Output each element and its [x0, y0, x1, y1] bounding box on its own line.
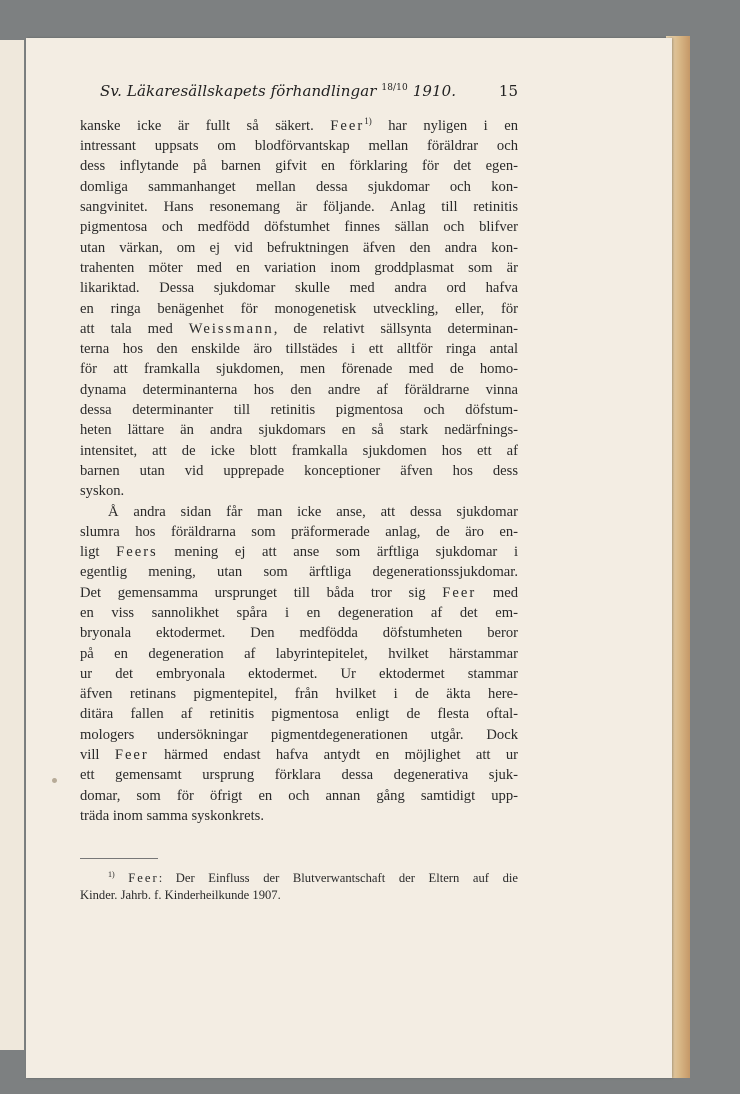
text-line: sangvinitet. Hans resonemang är följande. Anlag till retinitis	[80, 199, 518, 216]
text-line: för att framkalla sjukdomen, men förenade med de homo-	[80, 361, 518, 378]
text-line: ur det embryonala ektodermet. Ur ektodermet stammar	[80, 665, 518, 682]
footnote-line: Kinder. Jahrb. f. Kinderheilkunde 1907.	[80, 888, 281, 903]
text-line: Det gemensamma ursprunget till båda tror sig Feer med	[80, 584, 518, 601]
text-line: en ringa benägenhet för monogenetisk utveckling, eller, för	[80, 300, 518, 317]
text-line: en viss sannolikhet spåra i en degeneration af det em-	[80, 604, 518, 621]
text-line: pigmentosa och medfödd döfstumhet finnes sällan och blifver	[80, 219, 518, 236]
text-line: dynama determinanterna hos den andre af föräldrarne vinna	[80, 381, 518, 398]
body-text	[80, 111, 518, 826]
text-line: domar, som för öfrigt en och annan gång samtidigt upp-	[80, 787, 518, 804]
running-header	[80, 80, 518, 102]
text-line: mologers undersökningar pigmentdegenerationen utgår. Dock	[80, 726, 518, 743]
text-line: egentlig mening, utan som ärftliga degenerationssjukdomar.	[80, 564, 518, 581]
text-line: dessa determinanter till retinitis pigmentosa och döfstum-	[80, 402, 518, 419]
text-line: träda inom samma syskonkrets.	[80, 807, 265, 824]
text-line: vill Feer härmed endast hafva antydt en möjlighet att ur	[80, 747, 519, 764]
paper-spot	[52, 778, 57, 783]
text-line: intensitet, att de icke blott framkalla sjukdomen hos ett af	[80, 442, 518, 459]
text-line: heten lättare än andra sjukdomars en så stark nedärfnings-	[80, 422, 518, 439]
footnote-line: $^{1)}$ Feer: Der Einfluss der Blutverwantschaft der Eltern auf die	[108, 870, 518, 886]
text-line: äfven retinans pigmentepitel, från hvilket i de äkta here-	[80, 686, 518, 703]
text-line: slumra hos föräldrarna som präformerade anlag, de äro en-	[80, 523, 518, 540]
previous-page-edge	[0, 40, 24, 1050]
text-line: intressant uppsats om blodförvantskap mellan föräldrar och	[80, 138, 518, 155]
footnote-rule	[80, 858, 158, 859]
date-fraction: 18/10	[381, 83, 408, 93]
running-title: Sv. Läkaresällskapets förhandlingar $^{18/10}$ 1910.	[100, 82, 457, 100]
text-line: Å andra sidan får man icke anse, att dessa sjukdomar	[108, 503, 518, 520]
text-line: trahenten möter med en variation inom groddplasmat som är	[80, 259, 518, 276]
paragraph-1	[80, 111, 518, 502]
text-line: ett gemensamt ursprung förklara dessa degenerativa sjuk-	[80, 767, 518, 784]
text-line: syskon.	[80, 483, 125, 500]
text-line: domliga sammanhanget mellan dessa sjukdomar och kon-	[80, 178, 518, 195]
text-line: dess inflytande på barnen gifvit en förklaring för det egen-	[80, 158, 518, 175]
text-line: att tala med Weissmann, de relativt sällsynta determinan-	[80, 320, 518, 337]
text-line: likariktad. Dessa sjukdomar skulle med andra ord hafva	[80, 280, 518, 297]
text-line: utan värkan, om ej vid befruktningen äfven den andra kon-	[80, 239, 518, 256]
text-line: barnen utan vid upprepade konceptioner äfven hos dess	[80, 462, 518, 479]
text-line: terna hos den enskilde äro tillstädes i ett alltför ringa antal	[80, 341, 518, 358]
text-line: ligt Feers mening ej att anse som ärftliga sjukdomar i	[80, 544, 518, 561]
text-line: kanske icke är fullt så säkert. Feer$^{1)}$ har nyligen i en	[80, 116, 518, 134]
text-line: på en degeneration af labyrintepitelet, hvilket härstammar	[80, 645, 518, 662]
footnote	[80, 866, 518, 904]
text-line: ditära fallen af retinitis pigmentosa enligt de flesta oftal-	[80, 706, 518, 723]
page-number: 15	[498, 82, 518, 100]
text-line: bryonala ektodermet. Den medfödda döfstumheten beror	[80, 625, 518, 642]
paragraph-2	[80, 502, 518, 827]
